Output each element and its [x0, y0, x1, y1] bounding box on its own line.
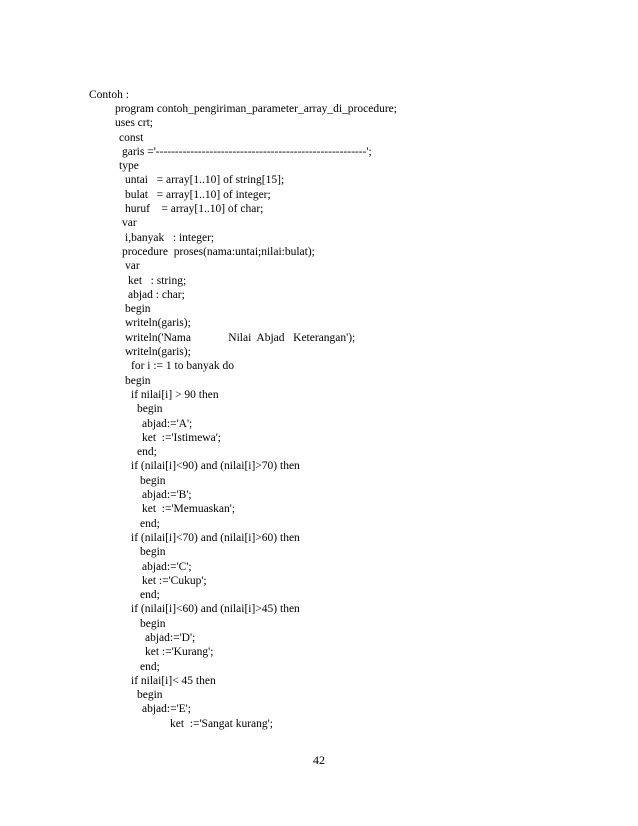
code-line: begin — [125, 303, 151, 316]
code-line: ket :='Memuaskan'; — [142, 503, 236, 516]
code-line: writeln(garis); — [125, 346, 191, 359]
code-line: abjad:='B'; — [142, 489, 192, 502]
code-line: if (nilai[i]<60) and (nilai[i]>45) then — [131, 603, 300, 616]
code-line: writeln(garis); — [125, 317, 191, 330]
code-line: abjad:='A'; — [142, 417, 193, 430]
code-line: if nilai[i]< 45 then — [131, 674, 216, 687]
code-line: if nilai[i] > 90 then — [131, 388, 219, 401]
example-heading: Contoh : — [89, 89, 129, 101]
code-line: end; — [140, 589, 160, 602]
code-line: var — [125, 260, 140, 273]
code-line: garis ='-------------------------------------------------------'; — [122, 145, 372, 158]
code-line: abjad:='C'; — [142, 560, 192, 573]
code-line: abjad : char; — [128, 288, 185, 301]
code-line: for i := 1 to banyak do — [131, 360, 234, 373]
code-line: if (nilai[i]<70) and (nilai[i]>60) then — [131, 531, 300, 544]
code-line: end; — [140, 517, 160, 530]
code-line: ket :='Kurang'; — [145, 646, 214, 659]
code-listing — [0, 102, 397, 731]
code-line: ket :='Cukup'; — [142, 574, 207, 587]
code-line: const — [119, 131, 144, 144]
code-line: procedure proses(nama:untai;nilai:bulat); — [122, 245, 315, 258]
code-line: begin — [140, 617, 166, 630]
code-line: begin — [125, 374, 151, 387]
code-line: var — [122, 217, 137, 230]
code-line: ket :='Sangat kurang'; — [170, 717, 273, 730]
code-line: abjad:='E'; — [142, 703, 191, 716]
code-line: begin — [137, 689, 163, 702]
code-line: begin — [137, 403, 163, 416]
code-line: i,banyak : integer; — [125, 231, 215, 244]
code-line: abjad:='D'; — [145, 631, 196, 644]
code-line: type — [119, 160, 139, 173]
code-line: untai = array[1..10] of string[15]; — [125, 174, 285, 187]
code-line: program contoh_pengiriman_parameter_array_di_procedure; — [115, 103, 397, 115]
code-line: begin — [140, 474, 166, 487]
code-line: end; — [137, 446, 157, 459]
code-line: writeln('Nama Nilai Abjad Keterangan'); — [125, 331, 356, 344]
code-line: if (nilai[i]<90) and (nilai[i]>70) then — [131, 460, 300, 473]
code-line: end; — [140, 660, 160, 673]
code-line: ket :='Istimewa'; — [142, 431, 221, 444]
code-line: ket : string; — [128, 274, 187, 287]
code-line: huruf = array[1..10] of char; — [125, 203, 264, 216]
code-line: begin — [140, 546, 166, 559]
code-line: bulat = array[1..10] of integer; — [125, 188, 271, 201]
code-line: uses crt; — [115, 117, 154, 130]
page-number: 42 — [313, 753, 325, 767]
